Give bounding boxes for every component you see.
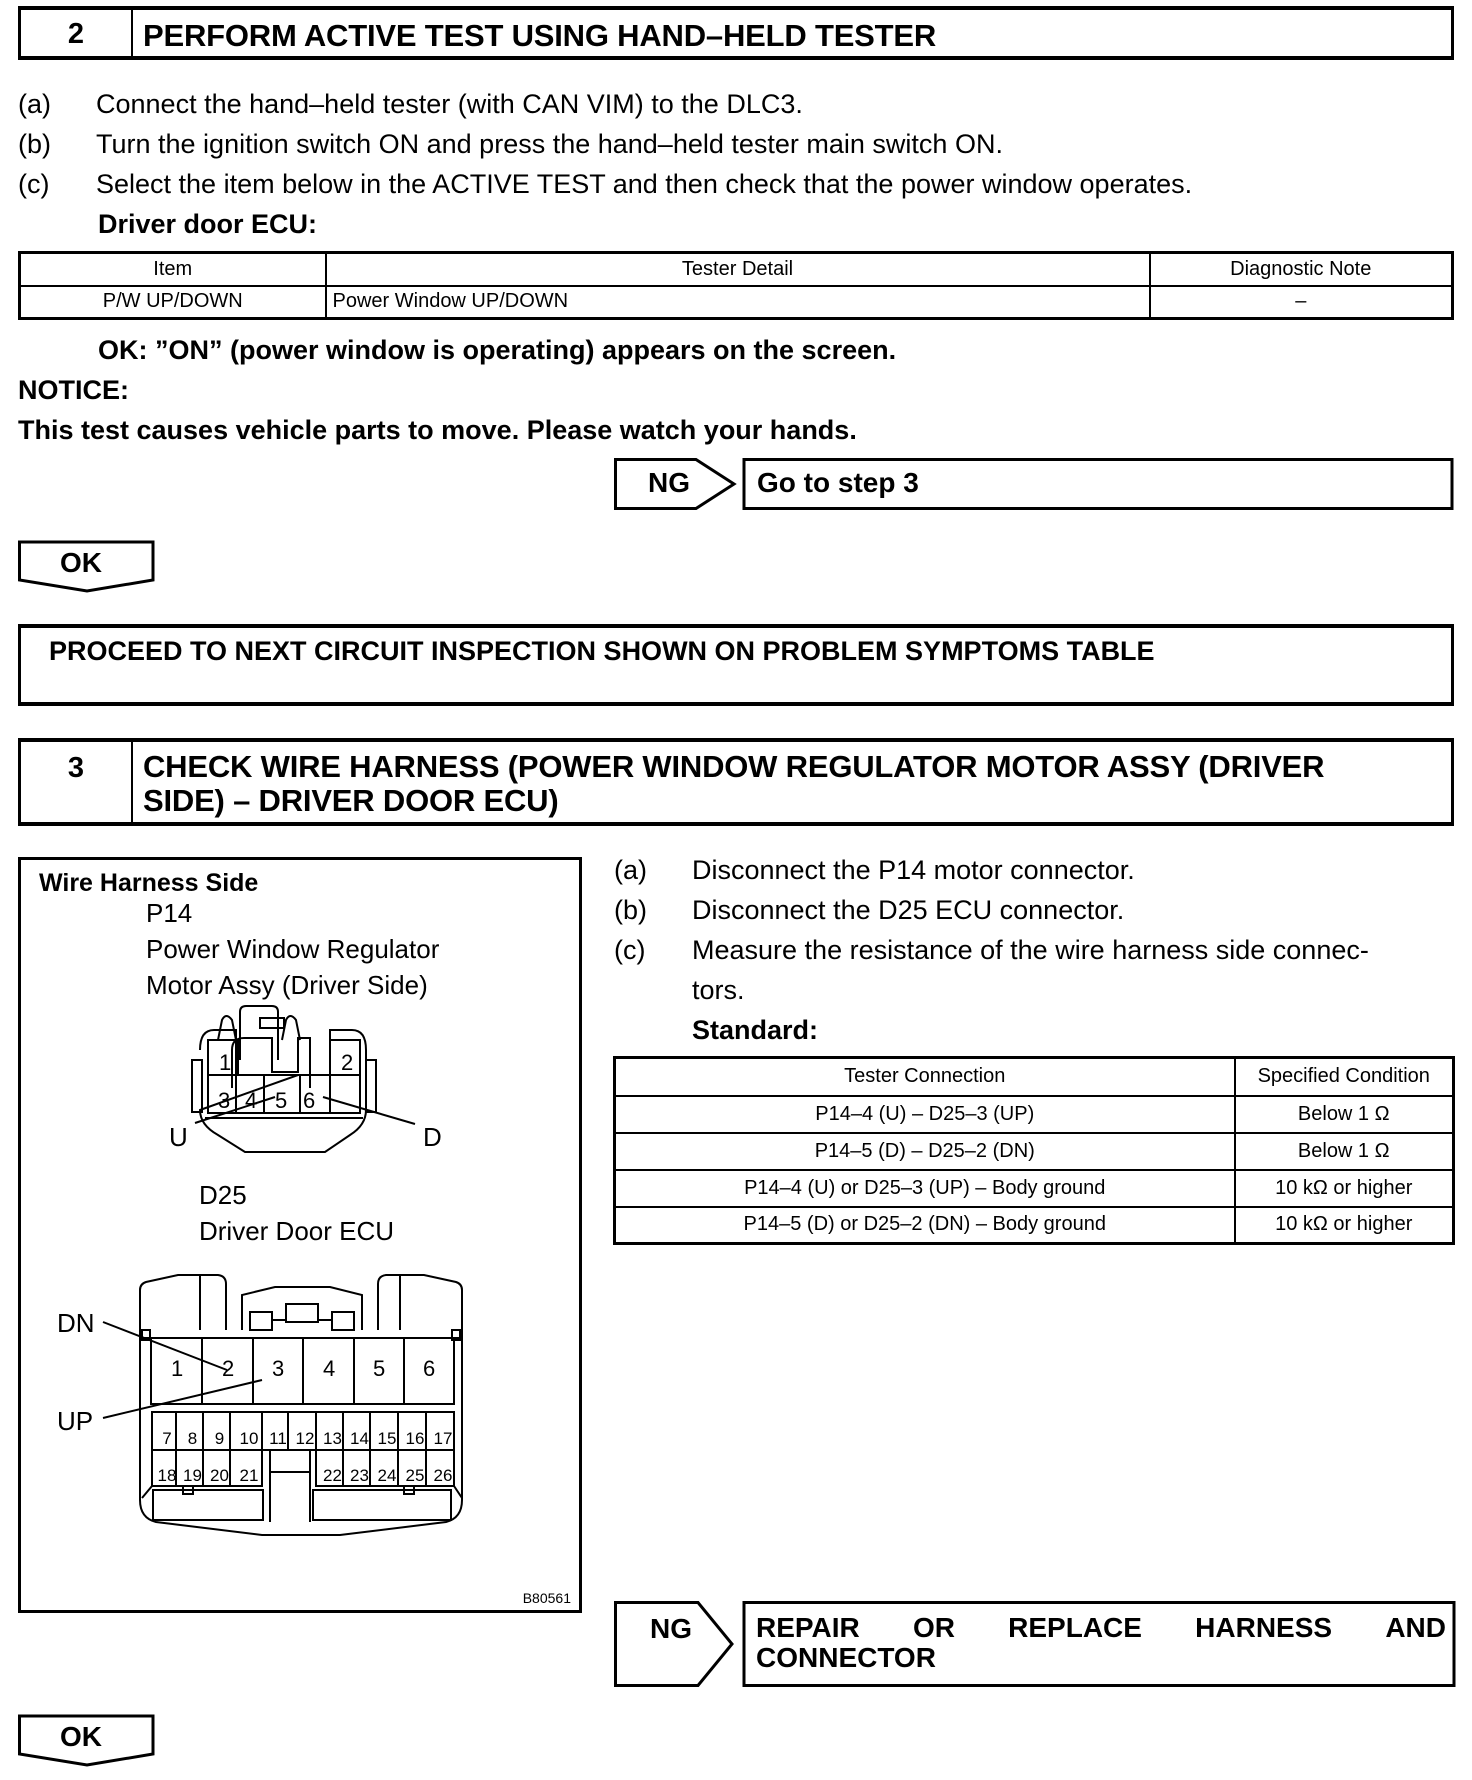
step-title-line: SIDE) – DRIVER DOOR ECU)	[143, 783, 559, 818]
connector2-code: D25	[199, 1180, 247, 1210]
instruction-b	[18, 128, 1003, 160]
table-cell: –	[1150, 286, 1453, 319]
step-number: 3	[21, 742, 133, 822]
ok-label: OK	[60, 547, 102, 578]
step3-instruction-c-cont	[614, 974, 745, 1006]
notice-text: This test causes vehicle parts to move. Please watch your hands.	[18, 415, 857, 445]
step3-instruction-b	[614, 894, 1124, 926]
ng-branch[interactable]	[614, 458, 1454, 510]
table-cell: P14–4 (U) – D25–3 (UP)	[615, 1096, 1235, 1133]
ng-arrow-icon	[614, 458, 1454, 510]
pin-label: 3	[218, 1088, 231, 1113]
ng-action-word: HARNESS	[1195, 1612, 1333, 1643]
instruction-a	[18, 88, 803, 120]
step-title-line: CHECK WIRE HARNESS (POWER WINDOW REGULATOR MOTOR ASSY (DRIVER	[143, 749, 1325, 784]
pin-label: 13	[323, 1429, 342, 1448]
ng-action-word: AND	[1385, 1612, 1446, 1643]
instruction-label: (c)	[18, 169, 50, 199]
step-title	[133, 742, 1451, 822]
instruction-text: Turn the ignition switch ON and press the hand–held tester main switch ON.	[96, 129, 1003, 159]
instruction-text: Measure the resistance of the wire harness side connec-	[692, 935, 1369, 965]
pin-label: 18	[157, 1466, 177, 1485]
pin-label: 12	[295, 1429, 315, 1448]
table-header: Tester Detail	[326, 253, 1150, 286]
table-row	[20, 286, 1453, 319]
pin-label: 2	[341, 1050, 354, 1075]
pin-label: 21	[239, 1466, 259, 1485]
ok-condition: OK: ”ON” (power window is operating) appears on the screen.	[98, 335, 897, 365]
ng-action	[756, 1613, 1446, 1673]
wire-label-up: UP	[57, 1406, 94, 1436]
table-cell: 10 kΩ or higher	[1235, 1170, 1454, 1207]
instruction-text: Select the item below in the ACTIVE TEST and then check that the power window operates.	[96, 169, 1193, 199]
table-cell: Below 1 Ω	[1235, 1133, 1454, 1170]
instruction-label: (a)	[614, 855, 647, 885]
pin-label: 20	[210, 1466, 229, 1485]
pin-label: 14	[350, 1429, 369, 1448]
connector2-name: Driver Door ECU	[199, 1216, 395, 1246]
step3-instruction-c	[614, 934, 1369, 966]
ok-branch[interactable]	[18, 540, 156, 592]
pin-label: 15	[377, 1429, 397, 1448]
table-header: Specified Condition	[1235, 1058, 1454, 1096]
pin-label: 19	[183, 1466, 202, 1485]
table-cell: Power Window UP/DOWN	[326, 286, 1150, 319]
figure-id: B80561	[522, 1590, 571, 1606]
pin-label: 6	[423, 1356, 436, 1381]
notice-label: NOTICE:	[18, 375, 129, 405]
ng-label: NG	[650, 1613, 692, 1644]
standard-label: Standard:	[692, 1015, 819, 1045]
instruction-label: (c)	[614, 935, 646, 965]
step-3-header	[18, 738, 1454, 826]
pin-label: 8	[187, 1429, 198, 1448]
ok-label: OK	[60, 1721, 102, 1752]
table-header: Diagnostic Note	[1150, 253, 1453, 286]
pin-row-3-left	[155, 1458, 265, 1494]
pin-label: 22	[323, 1466, 342, 1485]
pin-label: 7	[162, 1429, 172, 1448]
pin-label: 16	[405, 1429, 425, 1448]
ng-branch[interactable]	[614, 1601, 1456, 1687]
diagram-heading: Wire Harness Side	[39, 869, 259, 897]
pin-label: 26	[433, 1466, 453, 1485]
ng-label: NG	[648, 467, 690, 498]
table-cell: P/W UP/DOWN	[20, 286, 326, 319]
table-cell: Below 1 Ω	[1235, 1096, 1454, 1133]
table-cell: 10 kΩ or higher	[1235, 1207, 1454, 1244]
pin-label: 3	[272, 1356, 285, 1381]
connector1-code: P14	[146, 898, 193, 928]
pin-label: 11	[269, 1429, 287, 1448]
pin-label: 9	[214, 1429, 225, 1448]
ng-action-word: REPAIR	[756, 1612, 860, 1643]
pin-label: 5	[373, 1356, 386, 1381]
table-header-row	[20, 253, 1453, 286]
step-2-header	[18, 6, 1454, 60]
pin-label: 24	[377, 1466, 397, 1485]
pin-label: 23	[350, 1466, 369, 1485]
table-row	[615, 1133, 1454, 1170]
ng-action: Go to step 3	[757, 467, 919, 498]
pin-label: 4	[245, 1088, 258, 1113]
step3-instruction-a	[614, 854, 1135, 886]
pin-row-2	[155, 1420, 457, 1458]
wire-label-u: U	[169, 1122, 188, 1152]
pin-label: 17	[433, 1429, 453, 1448]
ng-action-word: OR	[912, 1612, 955, 1643]
connector1-name-line1: Power Window Regulator	[146, 934, 440, 964]
instruction-label: (b)	[614, 895, 647, 925]
ng-action-word: REPLACE	[1008, 1612, 1142, 1643]
pin-label: 5	[275, 1088, 288, 1113]
table-row	[615, 1170, 1454, 1207]
table-cell: P14–5 (D) or D25–2 (DN) – Body ground	[615, 1207, 1235, 1244]
table-row	[615, 1207, 1454, 1244]
instruction-text: Disconnect the D25 ECU connector.	[692, 895, 1125, 925]
ok-branch[interactable]	[18, 1714, 156, 1766]
step-title: PERFORM ACTIVE TEST USING HAND–HELD TESTER	[143, 18, 937, 53]
table-header: Tester Connection	[615, 1058, 1235, 1096]
wire-label-d: D	[423, 1122, 442, 1152]
connector-diagram	[18, 857, 582, 1613]
table-header-row	[615, 1058, 1454, 1096]
proceed-text: PROCEED TO NEXT CIRCUIT INSPECTION SHOWN ON PROBLEM SYMPTOMS TABLE	[49, 636, 1155, 666]
ng-action-line1	[756, 1613, 1446, 1643]
instruction-text: tors.	[692, 975, 745, 1005]
instruction-text: Connect the hand–held tester (with CAN VIM) to the DLC3.	[96, 89, 803, 119]
connector1-name-line2: Motor Assy (Driver Side)	[146, 970, 428, 1000]
pin-label: 1	[219, 1050, 232, 1075]
table-cell: P14–5 (D) – D25–2 (DN)	[615, 1133, 1235, 1170]
proceed-box	[18, 624, 1454, 706]
subheading: Driver door ECU:	[98, 209, 318, 239]
resistance-table	[613, 1056, 1455, 1245]
instruction-label: (a)	[18, 89, 51, 119]
table-cell: P14–4 (U) or D25–3 (UP) – Body ground	[615, 1170, 1235, 1207]
pin-label: 4	[323, 1356, 336, 1381]
ng-action-line2: CONNECTOR	[756, 1642, 936, 1673]
active-test-table	[18, 251, 1454, 320]
pin-label: 1	[171, 1356, 184, 1381]
table-row	[615, 1096, 1454, 1133]
pin-row-3-right	[319, 1458, 457, 1494]
instruction-c	[18, 168, 1192, 200]
pin-label: 2	[222, 1356, 235, 1381]
instruction-label: (b)	[18, 129, 51, 159]
wire-label-dn: DN	[57, 1308, 95, 1338]
step-number: 2	[21, 10, 133, 56]
pin-label: 25	[405, 1466, 425, 1485]
table-header: Item	[20, 253, 326, 286]
instruction-text: Disconnect the P14 motor connector.	[692, 855, 1135, 885]
pin-label: 6	[303, 1088, 316, 1113]
pin-label: 10	[239, 1429, 259, 1448]
